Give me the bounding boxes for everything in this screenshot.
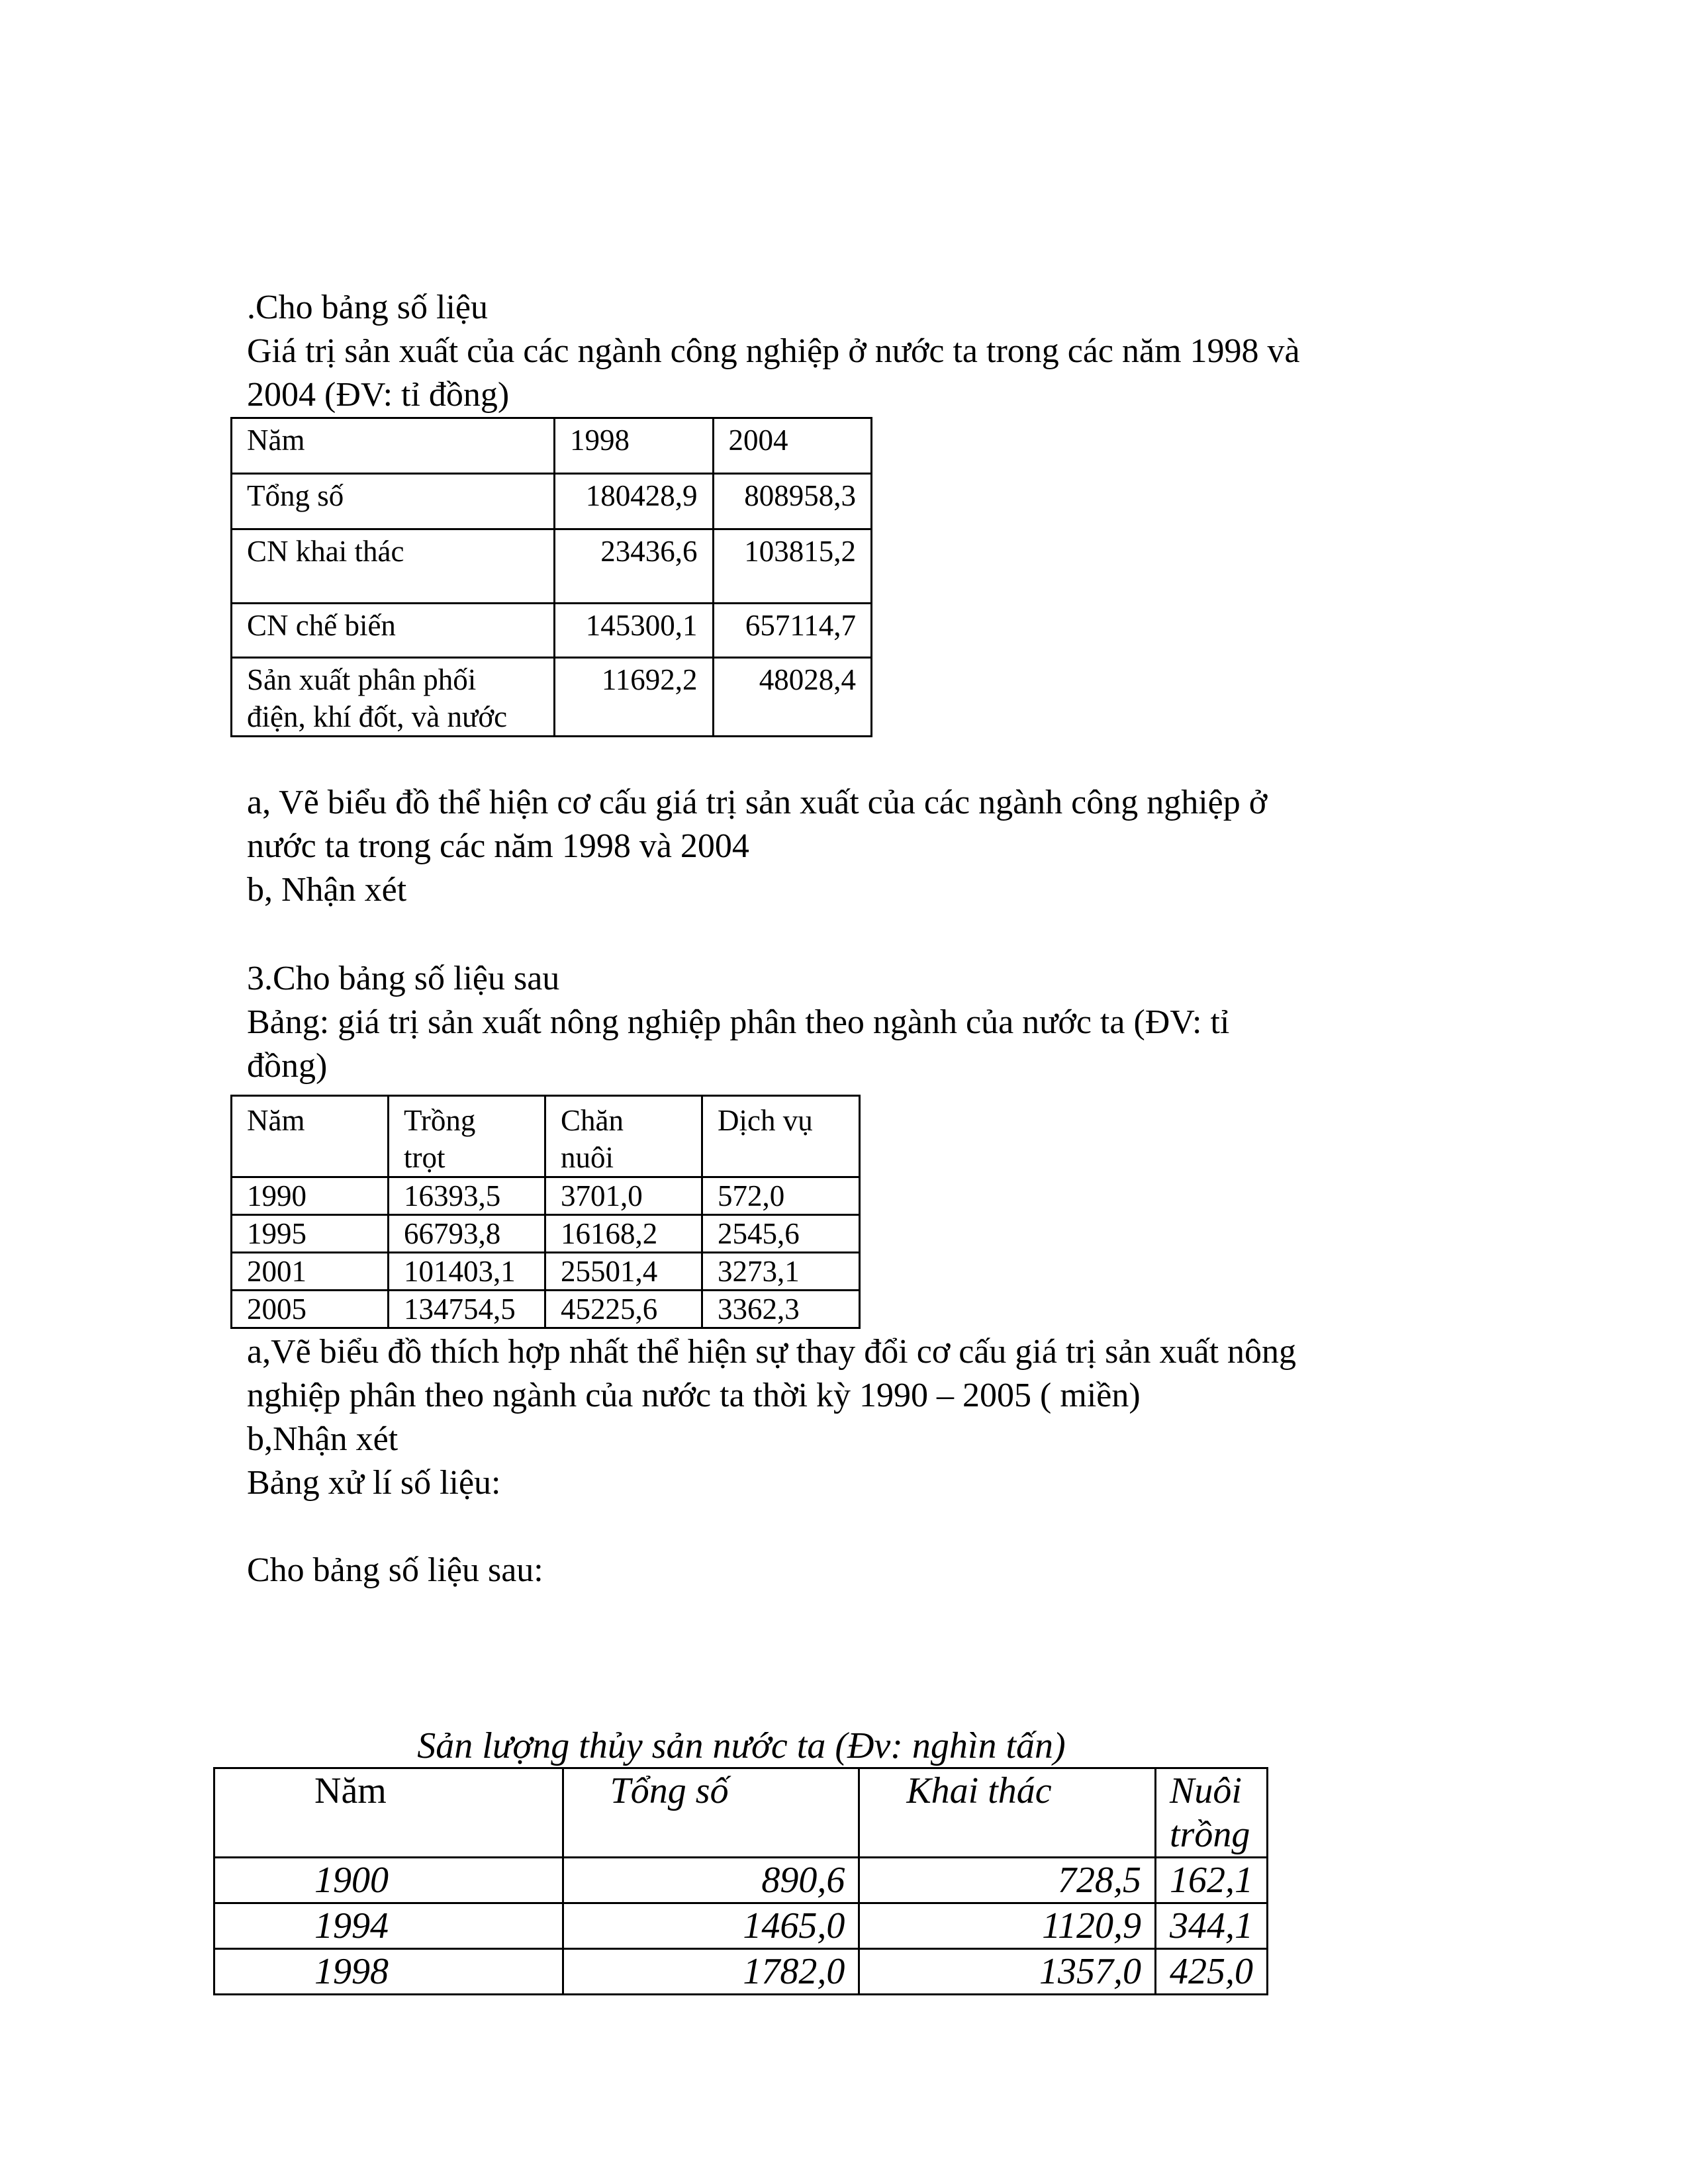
header-1998: 1998 <box>555 418 713 474</box>
cell-services: 3362,3 <box>702 1291 860 1328</box>
cell-services: 2545,6 <box>702 1215 860 1253</box>
table-header-row <box>232 418 872 474</box>
header-crops-line1: Trồng <box>404 1104 476 1137</box>
cell-year: 2005 <box>232 1291 389 1328</box>
row-label: CN khai thác <box>232 529 555 604</box>
cell-livestock: 3701,0 <box>545 1177 702 1215</box>
cell-aquaculture: 162,1 <box>1156 1858 1268 1903</box>
cell-total: 890,6 <box>563 1858 859 1903</box>
cell-1998: 180428,9 <box>555 474 713 529</box>
section1-title-line2: 2004 (ĐV: tỉ đồng) <box>247 376 510 414</box>
cell-livestock: 45225,6 <box>545 1291 702 1328</box>
cell-year: 1990 <box>232 1177 389 1215</box>
section3-intro: 3.Cho bảng số liệu sau <box>247 960 560 997</box>
cell-aquaculture: 344,1 <box>1156 1903 1268 1949</box>
cell-year: 1994 <box>214 1903 563 1949</box>
section3-processed-label: Bảng xử lí số liệu: <box>247 1464 501 1502</box>
cell-livestock: 25501,4 <box>545 1253 702 1291</box>
cell-crops: 101403,1 <box>389 1253 545 1291</box>
header-livestock-line1: Chăn <box>561 1104 624 1137</box>
header-crops <box>389 1096 545 1177</box>
row-label: CN chế biến <box>232 604 555 658</box>
cell-2004: 103815,2 <box>713 529 872 604</box>
header-year: Năm <box>232 1096 389 1177</box>
cell-1998: 23436,6 <box>555 529 713 604</box>
cell-crops: 16393,5 <box>389 1177 545 1215</box>
section1-question-b: b, Nhận xét <box>247 871 407 909</box>
header-catch: Khai thác <box>859 1768 1156 1858</box>
header-year: Năm <box>232 418 555 474</box>
cell-year: 1900 <box>214 1858 563 1903</box>
section3-question-a-line1: a,Vẽ biểu đồ thích hợp nhất thể hiện sự thay đổi cơ cấu giá trị sản xuất nông <box>247 1333 1297 1371</box>
cell-2004: 48028,4 <box>713 658 872 737</box>
agriculture-value-table <box>230 1095 861 1329</box>
row-label <box>232 658 555 737</box>
cell-2004: 657114,7 <box>713 604 872 658</box>
cell-1998: 145300,1 <box>555 604 713 658</box>
section1-question-a-line2: nước ta trong các năm 1998 và 2004 <box>247 827 749 865</box>
cell-livestock: 16168,2 <box>545 1215 702 1253</box>
header-livestock-line2: nuôi <box>561 1141 614 1174</box>
cell-year: 1995 <box>232 1215 389 1253</box>
header-crops-line2: trọt <box>404 1141 445 1174</box>
cell-2004: 808958,3 <box>713 474 872 529</box>
header-2004: 2004 <box>713 418 872 474</box>
table-row <box>232 1177 860 1215</box>
cell-aquaculture: 425,0 <box>1156 1949 1268 1995</box>
table-row <box>214 1858 1268 1903</box>
section3-question-b: b,Nhận xét <box>247 1420 399 1458</box>
cell-year: 2001 <box>232 1253 389 1291</box>
table-row <box>214 1903 1268 1949</box>
row-label-line1: Sản xuất phân phối <box>247 663 477 696</box>
row-label: Tổng số <box>232 474 555 529</box>
cell-crops: 66793,8 <box>389 1215 545 1253</box>
table-row <box>232 474 872 529</box>
cell-total: 1465,0 <box>563 1903 859 1949</box>
header-services: Dịch vụ <box>702 1096 860 1177</box>
cell-year: 1998 <box>214 1949 563 1995</box>
cell-crops: 134754,5 <box>389 1291 545 1328</box>
cell-services: 572,0 <box>702 1177 860 1215</box>
table-header-row <box>232 1096 860 1177</box>
section1-question-a-line1: a, Vẽ biểu đồ thể hiện cơ cấu giá trị sản xuất của các ngành công nghiệp ở <box>247 784 1268 821</box>
section3-title-line1: Bảng: giá trị sản xuất nông nghiệp phân theo ngành của nước ta (ĐV: tỉ <box>247 1003 1230 1041</box>
table-row <box>232 658 872 737</box>
header-year: Năm <box>214 1768 563 1858</box>
header-livestock <box>545 1096 702 1177</box>
cell-catch: 1357,0 <box>859 1949 1156 1995</box>
table-row <box>214 1949 1268 1995</box>
cell-catch: 1120,9 <box>859 1903 1156 1949</box>
section1-intro: .Cho bảng số liệu <box>247 289 488 326</box>
section3-question-a-line2: nghiệp phân theo ngành của nước ta thời kỳ 1990 – 2005 ( miền) <box>247 1377 1141 1414</box>
table-row <box>232 1291 860 1328</box>
cell-1998: 11692,2 <box>555 658 713 737</box>
table-row <box>232 529 872 604</box>
fishery-output-table <box>213 1767 1268 1995</box>
cell-catch: 728,5 <box>859 1858 1156 1903</box>
table-caption: Sản lượng thủy sản nước ta (Đv: nghìn tấn) <box>417 1725 1066 1766</box>
row-label-line2: điện, khí đốt, và nước <box>247 700 508 733</box>
table-row <box>232 604 872 658</box>
table-row <box>232 1215 860 1253</box>
table-row <box>232 1253 860 1291</box>
section4-intro: Cho bảng số liệu sau: <box>247 1551 543 1589</box>
cell-services: 3273,1 <box>702 1253 860 1291</box>
header-total: Tổng số <box>563 1768 859 1858</box>
cell-total: 1782,0 <box>563 1949 859 1995</box>
industry-value-table <box>230 417 872 737</box>
header-aquaculture: Nuôi trồng <box>1156 1768 1268 1858</box>
table-header-row <box>214 1768 1268 1858</box>
section3-title-line2: đồng) <box>247 1047 328 1085</box>
section1-title-line1: Giá trị sản xuất của các ngành công nghiệp ở nước ta trong các năm 1998 và <box>247 332 1300 370</box>
